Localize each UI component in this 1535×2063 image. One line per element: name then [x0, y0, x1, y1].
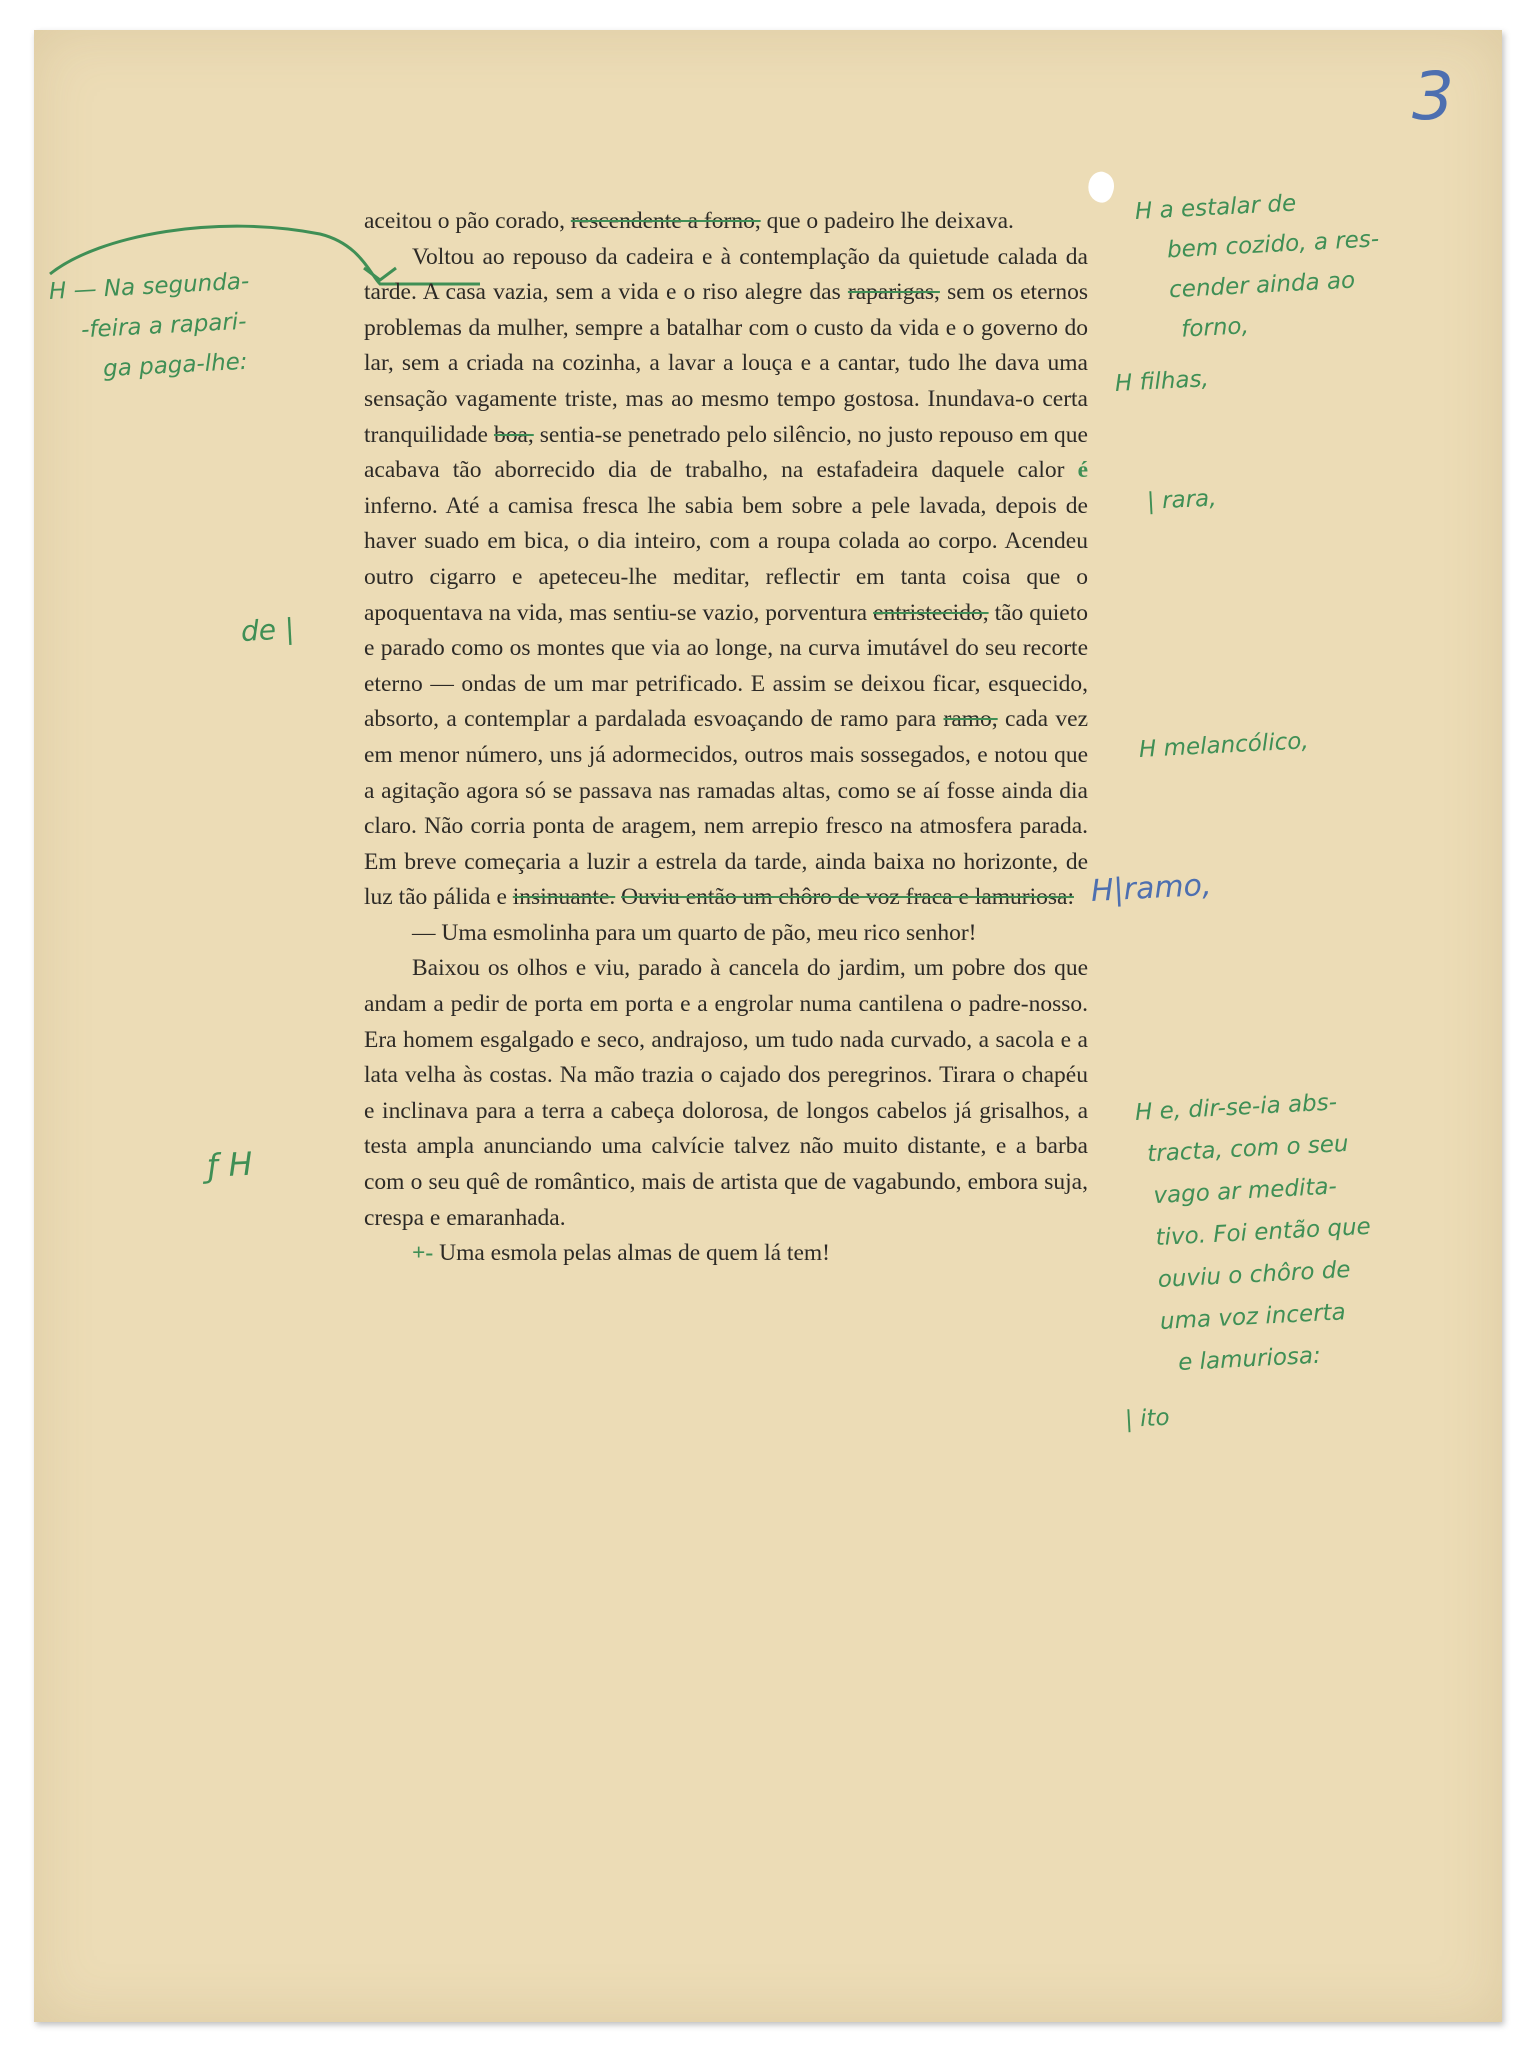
margin-note-right-4: H melancólico, — [1138, 728, 1310, 763]
margin-note-right-blue: H|ramo, — [1090, 867, 1213, 909]
struck-text: rescendente a forno, — [570, 208, 761, 234]
margin-note-left-top: H — Na segunda- -feira a rapari- ga paga-lhe: — [48, 268, 250, 383]
punch-hole — [1084, 168, 1119, 205]
typescript-body — [364, 204, 1088, 1272]
struck-text: entristecido, — [873, 599, 989, 626]
paragraph-4: Baixou os olhos e viu, parado à cancela do jardim, um pobre dos que andam a pedir de porta em porta e a engrolar numa cantilena o padre-nosso. Era homem esgalgado e seco, andrajoso, um tudo nada curvado, a sacola e a lata velha às costas. Na mão trazia o cajado dos peregrinos. Tirara o chapéu e inclinava para a terra a cabeça dolorosa, de longos cabelos já grisalhos, a testa ampla anunciando uma calvície talvez não muito distante, e a barba com o seu quê de romântico, mais de artista que de vagabundo, embora suja, crespa e emaranhada. — [364, 955, 1088, 1231]
margin-note-right-1: H a estalar de bem cozido, a res- cender ainda ao forno, — [1134, 190, 1380, 343]
correction-mark: é — [1077, 457, 1088, 484]
struck-text: ramo, — [943, 706, 998, 733]
margin-note-right-6: H e, dir-se-ia abs- tracta, com o seu vago ar medita- tivo. Foi então que ouviu o chôro de uma voz incerta e lamuriosa: — [1134, 1089, 1372, 1377]
paragraph-2: Voltou ao repouso da cadeira e à contemplação da quietude calada da tarde. A casa vazia, sem a vida e o riso alegre das raparigas, sem os eternos problemas da mulher, sempre a batalhar com o custo da vida e o governo do lar, sem a criada na cozinha, a lavar a louça e a cantar, tudo lhe dava uma sensação vagamente triste, mas ao mesmo tempo gostosa. Inundava-o certa tranquilidade boa, sentia-se penetrado pelo silêncio, no justo repouso em que acabava tão aborrecido dia de trabalho, na estafadeira daquele calor é inferno. Até a camisa fresca lhe sabia bem sobre a pele lavada, depois de haver suado em bica, o dia inteiro, com a roupa colada ao corpo. Acendeu outro cigarro e apeteceu-lhe meditar, reflectir em tanta coisa que o apoquentava na vida, mas sentiu-se vazio, porventura entristecido, tão quieto e parado como os montes que via ao longe, na curva imutável do seu recorte eterno — ondas de um mar petrificado. E assim se deixou ficar, esquecido, absorto, a contemplar a pardalada esvoaçando de ramo para ramo, cada vez em menor número, uns já adormecidos, outros mais sossegados, e notou que a agitação agora só se passava nas ramadas altas, como se aí fosse ainda dia claro. Não corria ponta de aragem, nem arrepio fresco na atmosfera parada. Em breve começaria a luzir a estrela da tarde, ainda baixa no horizonte, de luz tão pálida e insinuante. Ouviu então um chôro de voz fraca e lamuriosa: — [364, 243, 1089, 911]
paragraph-1: aceitou o pão corado, rescendente a forno, que o padeiro lhe deixava. — [364, 208, 1014, 234]
margin-note-right-3: | rara, — [1146, 485, 1218, 515]
struck-text: Ouviu então um chôro de voz fraca e lamuriosa: — [621, 884, 1074, 911]
struck-text: raparigas, — [847, 279, 940, 306]
correction-mark: +- — [412, 1240, 434, 1267]
paragraph-3: — Uma esmolinha para um quarto de pão, meu rico senhor! — [412, 919, 977, 946]
paragraph-5: +- Uma esmola pelas almas de quem lá tem! — [412, 1240, 830, 1267]
margin-note-left-ff: ƒ H — [206, 1144, 254, 1185]
page-number: 3 — [1412, 58, 1454, 135]
margin-note-right-2: H filhas, — [1114, 366, 1210, 397]
struck-text: boa, — [493, 421, 534, 448]
struck-text: insinuante. — [512, 884, 616, 911]
margin-note-left-de: de | — [240, 612, 296, 648]
margin-note-right-7: | ito — [1124, 1404, 1171, 1433]
